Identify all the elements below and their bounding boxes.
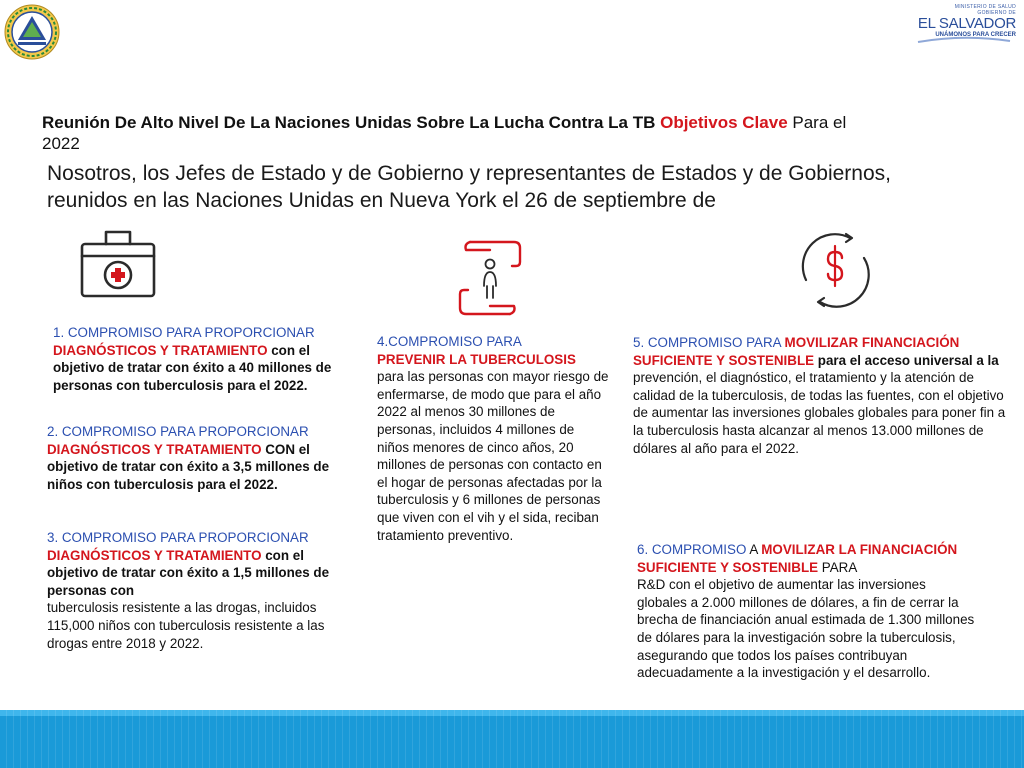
commitment-3-prefix: 3. COMPROMISO PARA PROPORCIONAR bbox=[47, 530, 309, 545]
commitment-3 bbox=[47, 529, 352, 652]
commitment-2 bbox=[47, 423, 347, 493]
footer-texture bbox=[0, 710, 1024, 768]
country-name: EL SALVADOR bbox=[917, 15, 1016, 32]
first-aid-kit-icon bbox=[78, 226, 158, 300]
commitment-3-body: tuberculosis resistente a las drogas, incluidos 115,000 niños con tuberculosis resistente a las drogas entre 2018 y 2022. bbox=[47, 600, 325, 651]
commitment-6-body: R&D con el objetivo de aumentar las inversiones globales a 2.000 millones de dólares, a fin de cerrar la brecha de financiación anual estimada de 1.300 millones de dólares para la investigación sobre la tuberculosis, asegurando que todos los países contribuyan adecuadamente a la investigación y el desarrollo. bbox=[637, 577, 975, 681]
commitment-4 bbox=[377, 333, 609, 544]
footer-bar bbox=[0, 710, 1024, 768]
commitment-4-highlight: PREVENIR LA TUBERCULOSIS bbox=[377, 351, 576, 367]
commitment-5-prefix: 5. COMPROMISO PARA bbox=[633, 335, 785, 350]
national-seal-logo bbox=[4, 4, 60, 60]
commitment-2-highlight: DIAGNÓSTICOS Y TRATAMIENTO bbox=[47, 441, 262, 457]
commitment-4-body: para las personas con mayor riesgo de enfermarse, de modo que para el año 2022 al menos 30 millones de personas, incluidos 4 millones de niños menores de cinco años, 20 millones de personas con contacto en el hogar de personas afectadas por la tuberculosis y 6 millones de personas que viven con el vih y el sida, reciban tratamiento preventivo. bbox=[377, 369, 609, 543]
commitment-6-after: PARA bbox=[818, 559, 858, 575]
commitment-2-body: CON el objetivo de tratar con éxito a 3,5 millones de niños con tuberculosis para el 2022. bbox=[47, 441, 330, 492]
slide-title bbox=[42, 112, 862, 154]
dollar-cycle-icon bbox=[794, 230, 876, 308]
commitment-1-body: con el objetivo de tratar con éxito a 40 millones de personas con tuberculosis para el 2022. bbox=[53, 342, 332, 393]
commitment-6-prefix2: A bbox=[749, 542, 762, 557]
commitment-3-body-bold: con el objetivo de tratar con éxito a 1,5 millones de personas con bbox=[47, 547, 330, 598]
swoosh-decoration bbox=[916, 32, 1012, 46]
hands-protecting-person-icon bbox=[440, 236, 540, 318]
commitment-6-highlight: MOVILIZAR LA FINANCIACIÓN SUFICIENTE Y SOSTENIBLE bbox=[637, 542, 958, 575]
commitment-6 bbox=[637, 541, 977, 682]
commitment-3-highlight: DIAGNÓSTICOS Y TRATAMIENTO bbox=[47, 547, 262, 563]
commitment-5 bbox=[633, 334, 1013, 457]
title-year: Para el 2022 bbox=[42, 113, 847, 153]
title-highlight: Objetivos Clave bbox=[660, 113, 788, 132]
commitment-5-body-bold: para el acceso universal a la bbox=[814, 352, 999, 368]
commitment-1-highlight: DIAGNÓSTICOS Y TRATAMIENTO bbox=[53, 342, 268, 358]
ministry-line2: GOBIERNO DE bbox=[977, 10, 1016, 16]
commitment-5-body: prevención, el diagnóstico, el tratamiento y la atención de calidad de la tuberculosis, de todas las fuentes, con el objetivo de aumentar las inversiones globales globales para poner fin a la tuberculosis hasta alcanzar al menos 13.000 millones de dólares al año para el 2022. bbox=[633, 370, 1006, 456]
commitment-1 bbox=[53, 324, 353, 394]
commitment-4-prefix: 4.COMPROMISO PARA bbox=[377, 334, 522, 349]
title-main: Reunión De Alto Nivel De La Naciones Unidas Sobre La Lucha Contra La TB bbox=[42, 113, 661, 132]
commitment-6-prefix: 6. COMPROMISO bbox=[637, 542, 750, 557]
commitment-2-prefix: 2. COMPROMISO PARA PROPORCIONAR bbox=[47, 424, 309, 439]
commitment-1-prefix: 1. COMPROMISO PARA PROPORCIONAR bbox=[53, 325, 315, 340]
tagline: UNÁMONOS PARA CRECER bbox=[935, 32, 1016, 38]
intro-paragraph: Nosotros, los Jefes de Estado y de Gobierno y representantes de Estados y de Gobiernos, reunidos en las Naciones Unidas en Nueva York el 26 de septiembre de bbox=[47, 162, 891, 212]
ministry-line1: MINISTERIO DE SALUD bbox=[954, 4, 1016, 10]
ministry-logo bbox=[912, 4, 1016, 50]
commitment-5-highlight: MOVILIZAR FINANCIACIÓN SUFICIENTE Y SOSTENIBLE bbox=[633, 335, 960, 368]
